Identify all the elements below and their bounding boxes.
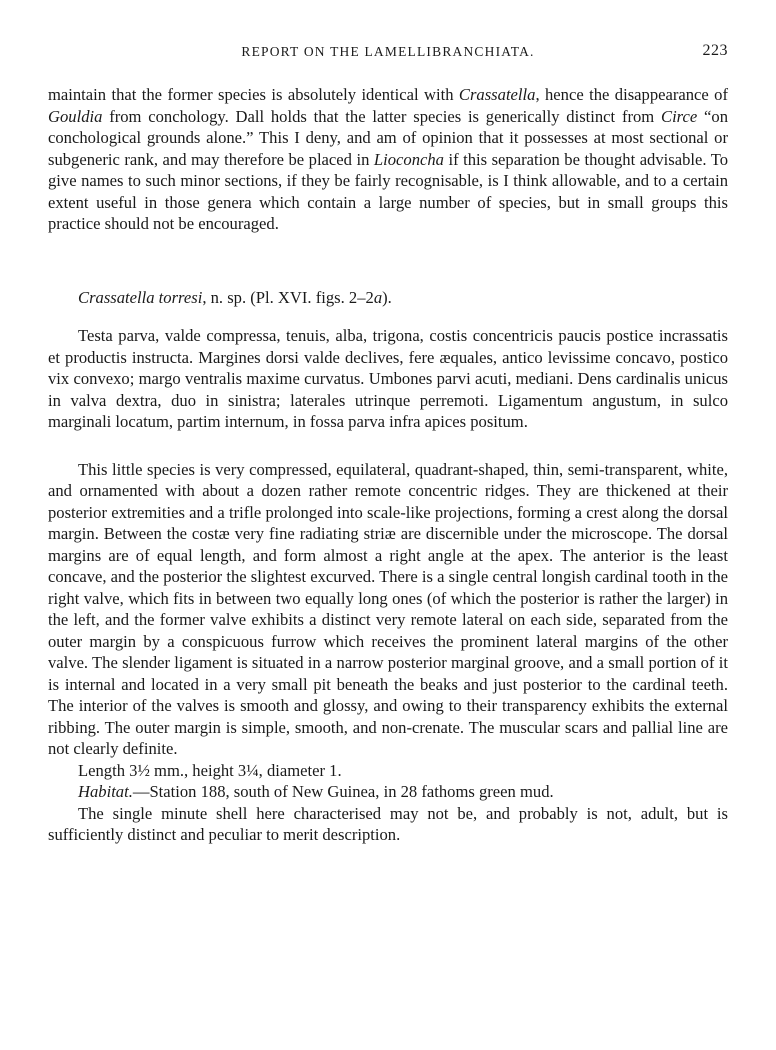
page-number: 223	[702, 42, 728, 59]
species-heading-text: , n. sp. (Pl. XVI. figs. 2–2	[202, 287, 374, 307]
genus-gouldia: Gouldia	[48, 106, 103, 126]
intro-text-4: “on conchological grounds alone.” This I deny, and am of opinion that it possesses at most sectional or subgeneric rank, and may therefore be placed in	[48, 106, 728, 169]
genus-circe: Circe	[661, 106, 698, 126]
genus-crassatella: Crassatella	[458, 85, 536, 104]
habitat-label: Habitat.	[78, 782, 133, 801]
habitat	[48, 781, 728, 803]
intro-text-5: if this separation be thought advisable. To give names to such minor sections, if they be fairly recognisable, is I think allowable, and to a certain extent useful in those genera which contain a large number of species, but in small groups this practice should not be encouraged.	[48, 149, 728, 233]
figure-letter: a	[373, 287, 383, 307]
species-name: Crassatella torresi	[78, 287, 203, 307]
closing-remark: The single minute shell here characterised may not be, and probably is not, adult, but is sufficiently distinct and peculiar to merit description.	[48, 803, 728, 844]
intro-text-2: , hence the disappearance of	[535, 85, 728, 104]
english-description: This little species is very compressed, equilateral, quadrant-shaped, thin, semi-transparent, white, and ornamented with about a dozen rather remote concentric ridges. They are thickened at their posterior extremities and a trifle prolonged into scale-like projections, forming a crest along the dorsal margin. Between the costæ very fine radiating striæ are discernible under the microscope. The dorsal margins are of equal length, and form almost a right angle at the apex. The anterior is the least concave, and the posterior the slightest excurved. There is a single central longish cardinal tooth in the right valve, which fits in between two equally long ones (of which the posterior is rather the larger) in the left, and the former valve exhibits a distinct very remote lateral on each side, separated from the outer margin by a conspicuous furrow which receives the prominent lateral margins of the other valve. The slender ligament is situated in a narrow posterior marginal groove, and a small portion of it is internal and located in a very small pit beneath the beaks and just posterior to the cardinal teeth. The interior of the valves is smooth and glossy, and owing to their transparency exhibits the external ribbing. The outer margin is simple, smooth, and non-crenate. The muscular scars and pallial line are not clearly definite.	[48, 459, 728, 758]
species-heading	[48, 287, 728, 309]
intro-text-1: maintain that the former species is absolutely identical with	[48, 85, 459, 104]
running-title: REPORT ON THE LAMELLIBRANCHIATA.	[241, 44, 535, 59]
intro-text-3: from conchology. Dall holds that the latter species is generically distinct from	[102, 106, 661, 126]
habitat-text: —Station 188, south of New Guinea, in 28 fathoms green mud.	[132, 782, 554, 801]
genus-lioconcha: Lioconcha	[373, 149, 444, 169]
latin-description: Testa parva, valde compressa, tenuis, alba, trigona, costis concentricis paucis postice incrassatis et productis instructa. Margines dorsi valde declives, fere æquales, antico levissime concavo, postico vix convexo; margo ventralis maxime curvatus. Umbones parvi acuti, mediani. Dens cardinalis unicus in valva dextra, duo in sinistra; laterales utrinque perremoti. Ligamentum angustum, in sulco marginali locatum, partim internum, in fossa parva infra apices positum.	[48, 326, 728, 431]
species-heading-close: ).	[382, 287, 392, 307]
measurements: Length 3½ mm., height 3¼, diameter 1.	[78, 760, 342, 780]
page-header	[48, 40, 728, 66]
page	[48, 40, 728, 846]
intro-paragraph	[48, 84, 728, 235]
